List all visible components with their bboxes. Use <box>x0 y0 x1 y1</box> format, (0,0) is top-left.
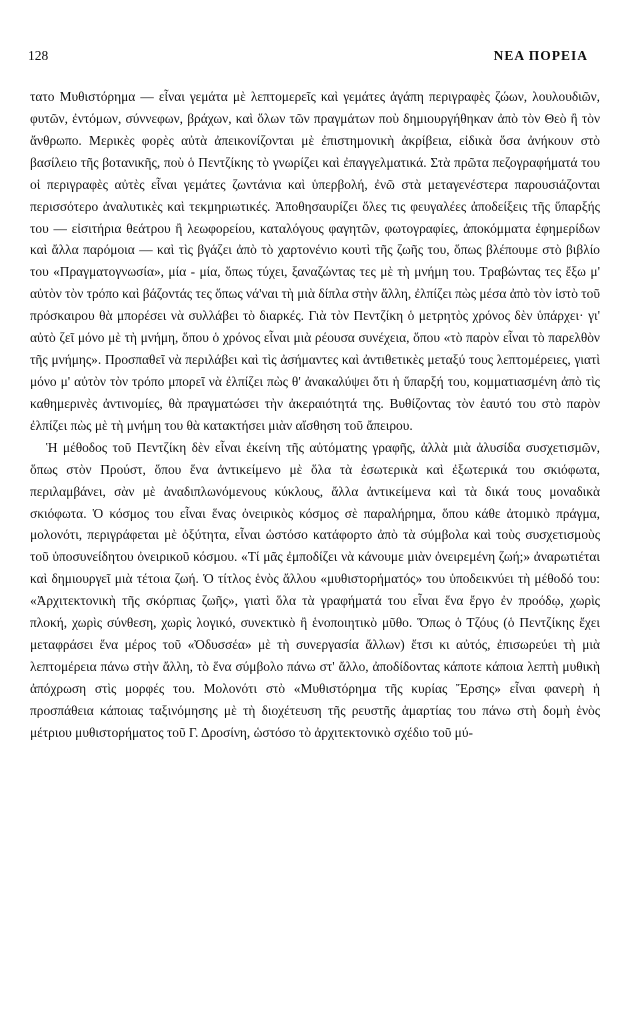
body-text <box>30 86 600 744</box>
running-title: ΝΕΑ ΠΟΡΕΙΑ <box>493 48 588 63</box>
paragraph-1: τατο Μυθιστόρημα — εἶναι γεμάτα μὲ λεπτομερεῖς καὶ γεμάτες ἀγάπη περιγραφὲς ζώων, λουλουδιῶν, φυτῶν, ἐντόμων, σύννεφων, βράχων, καὶ ὅλων τῶν πραγμάτων ποὺ δημιουργήθηκαν ἀπὸ τὸν Θεὸ ἢ τὸν ἄνθρωπο. Μερικὲς φορὲς αὐτὰ ἀπεικονίζονται μὲ ἐπιστημονικὴ ἀκρίβεια, εἰδικὰ ὅσα ἀνήκουν στὸ βασίλειο τῆς βοτανικῆς, ποὺ ὁ Πεντζίκης τὸ γνωρίζει καὶ ἐπαγγελματικά. Στὰ πρῶτα πεζογραφήματά του οἱ περιγραφὲς αὐτὲς εἶναι γεμάτες ζωντάνια καὶ ὑπερβολή, ἐνῶ στὰ μεταγενέστερα παρουσιάζονται περισσότερο ἀναλυτικὲς καὶ τεκμηριωτικές. Ἀποθησαυρίζει ὅλες τις φευγαλέες ἀποδείξεις τῆς ὕπαρξής του — εἰσιτήρια θεάτρου ἢ λεωφορείου, καταλόγους φαγητῶν, φωτογραφίες, ἀποκόμματα ἐφημερίδων καὶ ἄλλα παρόμοια — καὶ τὶς βγάζει ἀπὸ τὸ χαρτονένιο κουτὶ τῆς ζωῆς του, ὅπως βλέπουμε στὸ βιβλίο του «Πραγματογνωσία», μία - μία, ὅπως τύχει, ξαναζώντας τες μὲ τὴ μνήμη του. Τραβώντας τες ἔξω μ' αὐτὸν τὸν τρόπο καὶ βάζοντάς τες ὅπως νά'ναι τὴ μιὰ δίπλα στὴν ἄλλη, ἐλπίζει πὼς μέσα ἀπὸ τὸν ἱστὸ τοῦ πρόσκαιρου θὰ μπορέσει νὰ συλλάβει τὸ διαρκές. Γιὰ τὸν Πεντζίκη ὁ μετρητὸς χρόνος δὲν ὑπάρχει· γι' αὐτὸ ζεῖ μόνο μὲ τὴ μνήμη, ὅπου ὁ χρόνος εἶναι μιὰ ρέουσα συνέχεια, ὅπου «τὸ παρὸν εἶναι τὸ παρελθὸν τῆς μνήμης». Προσπαθεῖ νὰ περιλάβει καὶ τὶς ἀσήμαντες καὶ ἀντιθετικὲς μεταξύ τους λεπτομέρειες, γιατὶ μόνο μ' αὐτὸν τὸν τρόπο μπορεῖ νὰ ἐλπίζει πὼς θ' ἀνακαλύψει ὅτι ἡ ὕπαρξή του, κομματιασμένη ἀπὸ τὶς καθημερινὲς ἀντινομίες, θὰ πραγματώσει τὴν ἀκεραιότητά της. Βυθίζοντας τὸν ἑαυτό του στὸ παρὸν ἐλπίζει πὼς μὲ τὴ μνήμη του θὰ κατακτήσει μιὰν αἴσθηση τοῦ ἄπειρου. <box>30 89 600 433</box>
paragraph-2: Ἡ μέθοδος τοῦ Πεντζίκη δὲν εἶναι ἐκείνη τῆς αὐτόματης γραφῆς, ἀλλὰ μιὰ ἀλυσίδα συσχετισμῶν, ὅπως στὸν Προύστ, ὅπου ἕνα ἀντικείμενο μὲ ὅλα τὰ ἐσωτερικὰ καὶ ἐξωτερικά του σκιόφωτα, περιλαμβάνει, σὰν μὲ ἀναδιπλωνόμενους κύκλους, ἄλλα ἀντικείμενα καὶ τὰ δικά τους μοναδικὰ σκιόφωτα. Ὁ κόσμος του εἶναι ἕνας ὀνειρικὸς κόσμος σὲ παραλήρημα, ὅπου κάθε ἀτομικὸ πράγμα, μολονότι, περιγράφεται μὲ ὀξύτητα, εἶναι ὡστόσο κατάφορτο ἀπὸ τὰ σύμβολα καὶ τοὺς συσχετισμοὺς τοῦ ὑποσυνείδητου ὀνειρικοῦ κόσμου. «Τί μᾶς ἐμποδίζει νὰ κάνουμε μιὰν ὀνειρεμένη ζωή;» ἀναρωτιέται καὶ δημιουργεῖ μιὰ τέτοια ζωή. Ὁ τίτλος ἑνὸς ἄλλου «μυθιστορήματός» του ὑποδεικνύει τὴ μέθοδό του: «Ἀρχιτεκτονικὴ τῆς σκόρπιας ζωῆς», γιατὶ ὅλα τὰ γραφήματά του εἶναι ἕνα ἔργο ἐν προόδῳ, χωρὶς πλοκή, χωρὶς σύνθεση, χωρὶς λογικό, συνεκτικὸ ἢ ἑνοποιητικὸ μῦθο. Ὅπως ὁ Τζόυς (ὁ Πεντζίκης ἔχει μεταφράσει ἕνα μέρος τοῦ «Ὀδυσσέα» μὲ τὴ συνεργασία ἄλλων) ἔτσι κι αὐτός, ἐπισωρεύει τὴ μιὰ λεπτομέρεια πάνω στὴν ἄλλη, τὸ ἕνα σύμβολο πάνω στ' ἄλλο, ἀποδίδοντας κάποτε κάποια λεπτὴ μυθικὴ ἀπόχρωση στὶς μορφές του. Μολονότι στὸ «Μυθιστόρημα τῆς κυρίας Ἔρσης» εἶναι φανερὴ ἡ προσπάθεια κάποιας ταξινόμησης μὲ τὴ διοχέτευση τῆς ρευστῆς ἁμαρτίας του πάνω στὴ δομὴ ἑνὸς μέτριου μυθιστορήματος τοῦ Γ. Δροσίνη, ὡστόσο τὸ ἀρχιτεκτονικὸ σχέδιο τοῦ μύ- <box>30 439 600 740</box>
page-header <box>28 48 588 66</box>
page-number: 128 <box>28 48 49 63</box>
